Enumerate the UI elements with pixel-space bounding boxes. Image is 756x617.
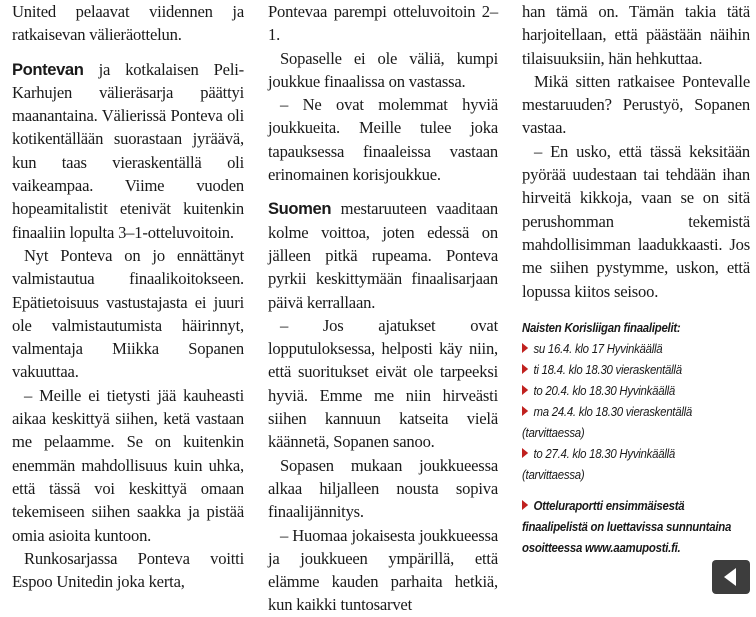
paragraph: – Meille ei tietysti jää kauheasti aikaa keskittyä siihen, ketä vastaan me pelaamme. Se on kuitenkin enemmän mahdollisuus kuin uhka, että tässä voi keskittyä omaan tekemiseen siihen saakka ja pistää omia asioita kuntoon. <box>12 385 244 545</box>
triangle-bullet-icon <box>522 364 528 374</box>
paragraph: Pontevaa parempi otteluvoitoin 2–1. <box>268 2 498 45</box>
paragraph: han tämä on. Tämän takia tätä harjoitellaan, että päästään näihin tilaisuuksiin, hän hehkuttaa. <box>522 2 750 68</box>
fact-box <box>522 317 749 485</box>
schedule-item: ti 18.4. klo 18.30 vieraskentällä <box>522 359 749 380</box>
triangle-bullet-icon <box>522 406 528 416</box>
paragraph <box>268 197 498 313</box>
paragraph: – Huomaa jokaisesta joukkueessa ja joukkueen ympärillä, että elämme kauden parhaita hetkiä, kun kaikki tuntosarvet <box>268 525 498 615</box>
left-arrow-icon <box>724 568 736 586</box>
triangle-bullet-icon <box>522 448 528 458</box>
paragraph: Nyt Ponteva on jo ennättänyt valmistautua finaalikoitokseen. Epätietoisuus vastustajasta ei juuri ole valmistautumista häirinnyt, valmentaja Miikka Sopanen vakuuttaa. <box>12 245 244 382</box>
paragraph: – En usko, että tässä keksitään pyörää uudestaan tai tehdään ihan hirveitä kikkoja, vaan se on sitä perushomman tekemistä mahdollisimman laadukkaasti. Jos me siihen pystymme, uskon, että lopussa kiitos seisoo. <box>522 141 750 301</box>
schedule-item: to 27.4. klo 18.30 Hyvinkäällä <box>522 443 749 464</box>
schedule-item: to 20.4. klo 18.30 Hyvinkäällä <box>522 380 749 401</box>
schedule-item-note: (tarvittaessa) <box>522 466 585 482</box>
triangle-bullet-icon <box>522 500 528 510</box>
lead-word: Suomen <box>268 199 332 219</box>
schedule-item-note: (tarvittaessa) <box>522 424 585 440</box>
paragraph: Sopasen mukaan joukkueessa alkaa hiljalleen nousta sopiva finaalijännitys. <box>268 455 498 522</box>
schedule-item: su 16.4. klo 17 Hyvinkäällä <box>522 338 749 359</box>
triangle-bullet-icon <box>522 343 528 353</box>
back-button[interactable] <box>712 560 750 594</box>
article-column-2 <box>268 0 498 617</box>
fact-box-title: Naisten Korisliigan finaalipelit: <box>522 319 681 335</box>
paragraph: Sopaselle ei ole väliä, kumpi joukkue finaalissa on vastassa. <box>268 48 498 91</box>
paragraph: Runkosarjassa Ponteva voitti Espoo Unitedin joka kerta, <box>12 548 244 592</box>
lead-word: Pontevan <box>12 59 84 79</box>
triangle-bullet-icon <box>522 385 528 395</box>
paragraph: Mikä sitten ratkaisee Pontevalle mestaruuden? Perustyö, Sopanen vastaa. <box>522 71 750 138</box>
report-note: Otteluraportti ensimmäisestä finaalipelistä on luettavissa sunnuntaina osoitteessa www.aamuposti.fi. <box>522 497 732 555</box>
article-column-1 <box>12 0 244 593</box>
schedule-item: ma 24.4. klo 18.30 vieraskentällä <box>522 401 749 422</box>
paragraph-text: ja kotkalaisen Peli-Karhujen välieräsarja päättyi maanantaina. Välierissä Ponteva oli kotikentällään suorastaan jyräävä, kun taas vieraskentällä oli vaikeampaa. Viime vuoden hopeamitalistit etenivät kuitenkin finaaliin lopulta 3–1-otteluvoitoin. <box>12 59 244 242</box>
paragraph <box>12 58 244 244</box>
paragraph: United pelaavat viidennen ja ratkaisevan välieräottelun. <box>12 2 244 45</box>
paragraph: – Jos ajatukset ovat lopputuloksessa, helposti käy niin, että suoritukset eivät ole tarpeeksi hyviä. Emme me niin hirveästi siihen kannuun katseita vielä käännetä, Sopanen sanoo. <box>268 315 498 452</box>
paragraph-text: mestaruuteen vaaditaan kolme voittoa, joten edessä on jälleen pitkä rupeama. Ponteva pyrkii keskittymään finaalisarjaan päivä kerrallaan. <box>268 199 498 312</box>
paragraph: – Ne ovat molemmat hyviä joukkueita. Meille tulee joka tapauksessa finaaleissa vastaan erinomainen korisjoukkue. <box>268 95 498 185</box>
article-column-3 <box>522 0 750 558</box>
